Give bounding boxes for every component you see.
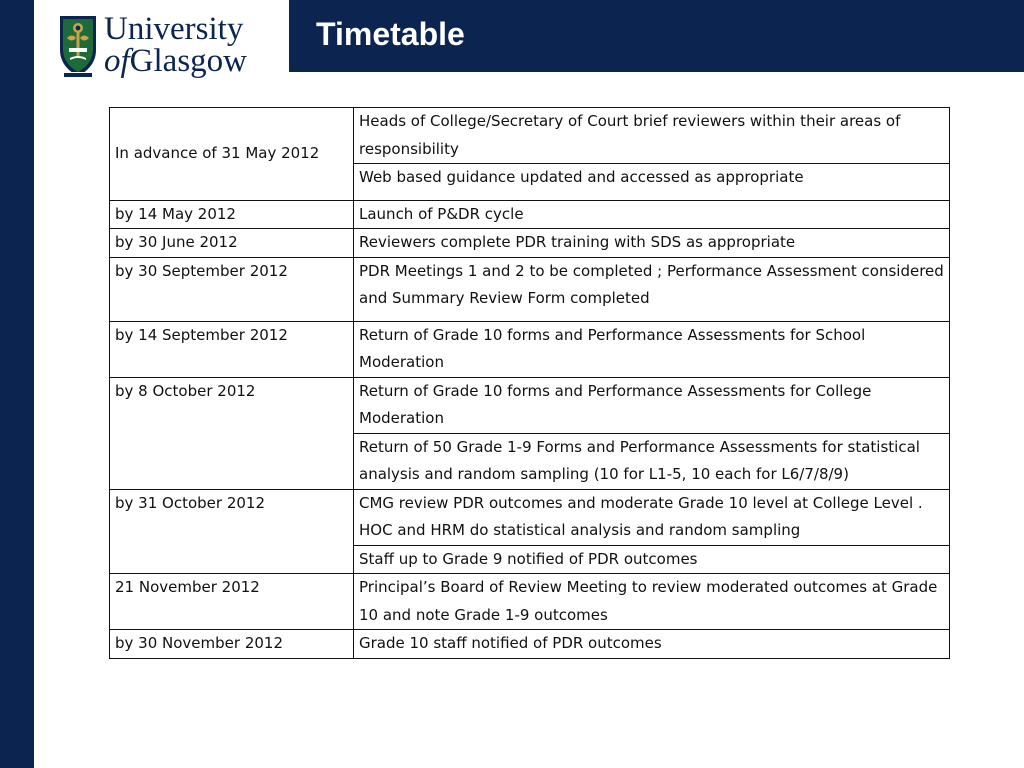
activity-cell: PDR Meetings 1 and 2 to be completed ; Performance Assessment considered and Summary Review Form completed (354, 257, 950, 321)
left-accent-band (0, 0, 34, 768)
activity-cell: Principal’s Board of Review Meeting to review moderated outcomes at Grade 10 and note Grade 1-9 outcomes (354, 574, 950, 630)
logo-university-text: University (104, 11, 244, 47)
table-row (110, 200, 950, 229)
timetable-table (109, 107, 950, 659)
activity-cell: Launch of P&DR cycle (354, 200, 950, 229)
date-cell: by 30 June 2012 (110, 229, 354, 258)
date-cell: by 30 September 2012 (110, 257, 354, 321)
activity-cell: CMG review PDR outcomes and moderate Grade 10 level at College Level . HOC and HRM do statistical analysis and random sampling (354, 489, 950, 545)
activity-cell: Return of Grade 10 forms and Performance Assessments for School Moderation (354, 321, 950, 377)
table-row (110, 229, 950, 258)
logo-glasgow-line (104, 44, 247, 78)
date-cell: by 30 November 2012 (110, 630, 354, 659)
date-cell: by 14 September 2012 (110, 321, 354, 377)
logo-glasgow-text: Glasgow (129, 43, 247, 79)
table-row (110, 257, 950, 321)
activity-cell: Reviewers complete PDR training with SDS as appropriate (354, 229, 950, 258)
activity-cell: Staff up to Grade 9 notified of PDR outcomes (354, 545, 950, 574)
table-row (110, 489, 950, 545)
table-row (110, 377, 950, 433)
date-cell: by 31 October 2012 (110, 489, 354, 574)
activity-cell: Grade 10 staff notified of PDR outcomes (354, 630, 950, 659)
table-row (110, 108, 950, 164)
university-logo (58, 11, 258, 80)
table-row (110, 630, 950, 659)
date-cell: by 14 May 2012 (110, 200, 354, 229)
crest-icon (58, 14, 98, 78)
date-cell: In advance of 31 May 2012 (110, 108, 354, 201)
activity-cell: Heads of College/Secretary of Court brief reviewers within their areas of responsibility (354, 108, 950, 164)
logo-of-text: of (104, 43, 130, 79)
table-row (110, 321, 950, 377)
activity-cell: Web based guidance updated and accessed as appropriate (354, 164, 950, 201)
activity-cell: Return of Grade 10 forms and Performance Assessments for College Moderation (354, 377, 950, 433)
table-row (110, 574, 950, 630)
activity-cell: Return of 50 Grade 1-9 Forms and Performance Assessments for statistical analysis and random sampling (10 for L1-5, 10 each for L6/7/8/9) (354, 433, 950, 489)
date-cell: 21 November 2012 (110, 574, 354, 630)
date-cell: by 8 October 2012 (110, 377, 354, 489)
slide-title: Timetable (316, 16, 465, 52)
